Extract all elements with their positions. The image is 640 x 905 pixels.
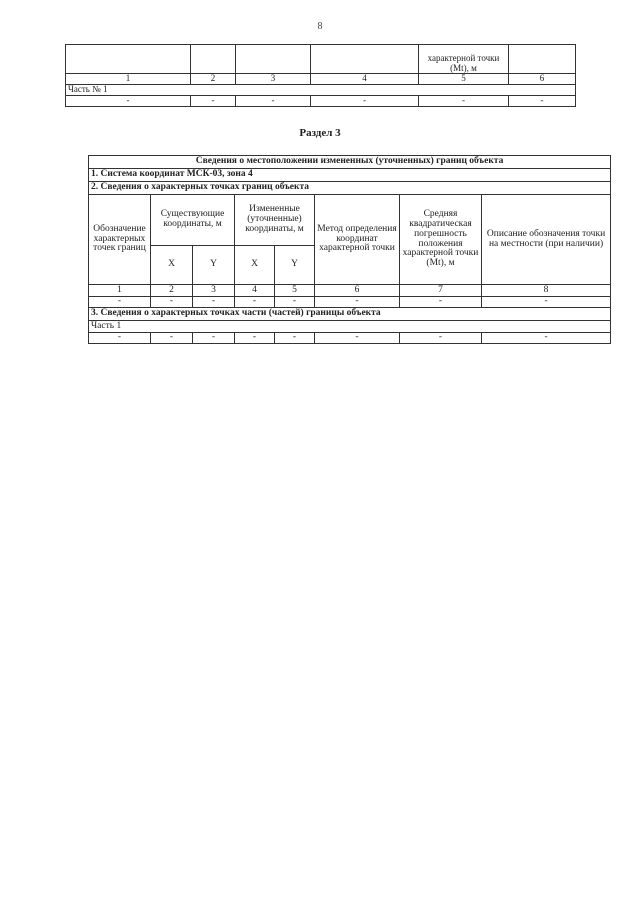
header-mean-error: Средняя квадратическая погрешность положения характерной точки (Mt), м (400, 195, 482, 285)
part-label: Часть 1 (89, 321, 611, 333)
column-number-row (89, 285, 611, 297)
table-cell: - (400, 297, 482, 308)
column-number: 5 (419, 74, 509, 85)
table-cell: - (235, 297, 275, 308)
coordinate-system: 1. Система координат МСК-03, зона 4 (89, 169, 611, 182)
table-cell: - (509, 96, 576, 107)
header-y: Y (275, 246, 315, 285)
table-cell: - (89, 333, 151, 344)
continued-table (65, 44, 576, 107)
table-cell: - (482, 333, 611, 344)
table-cell: - (151, 333, 193, 344)
table-cell: - (275, 297, 315, 308)
header-y: Y (193, 246, 235, 285)
header-x: X (235, 246, 275, 285)
table-cell: - (193, 333, 235, 344)
header-designation: Обозначение характерных точек границ (89, 195, 151, 285)
table-header-row (89, 195, 611, 246)
column-number: 6 (509, 74, 576, 85)
subsection-row (89, 308, 611, 321)
page-number: 8 (317, 21, 323, 32)
table-row (66, 96, 576, 107)
header-cell: характерной точки (Mt), м (419, 45, 509, 74)
header-changed-coords: Измененные (уточненные) координаты, м (235, 195, 315, 246)
table-row (89, 297, 611, 308)
table-header-row (66, 45, 576, 74)
column-number: 6 (315, 285, 400, 297)
header-method: Метод определения координат характерной точки (315, 195, 400, 285)
table-cell: - (482, 297, 611, 308)
subsection-row (89, 182, 611, 195)
table-cell: - (66, 96, 191, 107)
table-title: Сведения о местоположении измененных (уточненных) границ объекта (89, 156, 611, 169)
column-number: 4 (311, 74, 419, 85)
part-row (89, 321, 611, 333)
table-cell: - (275, 333, 315, 344)
table-cell: - (236, 96, 311, 107)
column-number: 7 (400, 285, 482, 297)
table-cell: - (419, 96, 509, 107)
column-number: 3 (236, 74, 311, 85)
table-cell: - (400, 333, 482, 344)
table-cell: - (311, 96, 419, 107)
header-existing-coords: Существующие координаты, м (151, 195, 235, 246)
table-cell: - (193, 297, 235, 308)
column-number: 1 (66, 74, 191, 85)
header-x: X (151, 246, 193, 285)
column-number-row (66, 74, 576, 85)
table-cell: - (151, 297, 193, 308)
table-cell: - (89, 297, 151, 308)
column-number: 2 (191, 74, 236, 85)
table-title-row (89, 156, 611, 169)
table-cell: - (315, 333, 400, 344)
column-number: 5 (275, 285, 315, 297)
section-title: Раздел 3 (299, 127, 341, 139)
subsection-title: 3. Сведения о характерных точках части (частей) границы объекта (89, 308, 611, 321)
section-3-table (88, 155, 611, 344)
part-label: Часть № 1 (66, 85, 576, 96)
table-cell: - (191, 96, 236, 107)
column-number: 1 (89, 285, 151, 297)
coordinate-system-row (89, 169, 611, 182)
column-number: 2 (151, 285, 193, 297)
table-row (89, 333, 611, 344)
column-number: 8 (482, 285, 611, 297)
header-description: Описание обозначения точки на местности (при наличии) (482, 195, 611, 285)
table-cell: - (315, 297, 400, 308)
column-number: 3 (193, 285, 235, 297)
column-number: 4 (235, 285, 275, 297)
table-cell: - (235, 333, 275, 344)
part-row (66, 85, 576, 96)
subsection-title: 2. Сведения о характерных точках границ объекта (89, 182, 611, 195)
